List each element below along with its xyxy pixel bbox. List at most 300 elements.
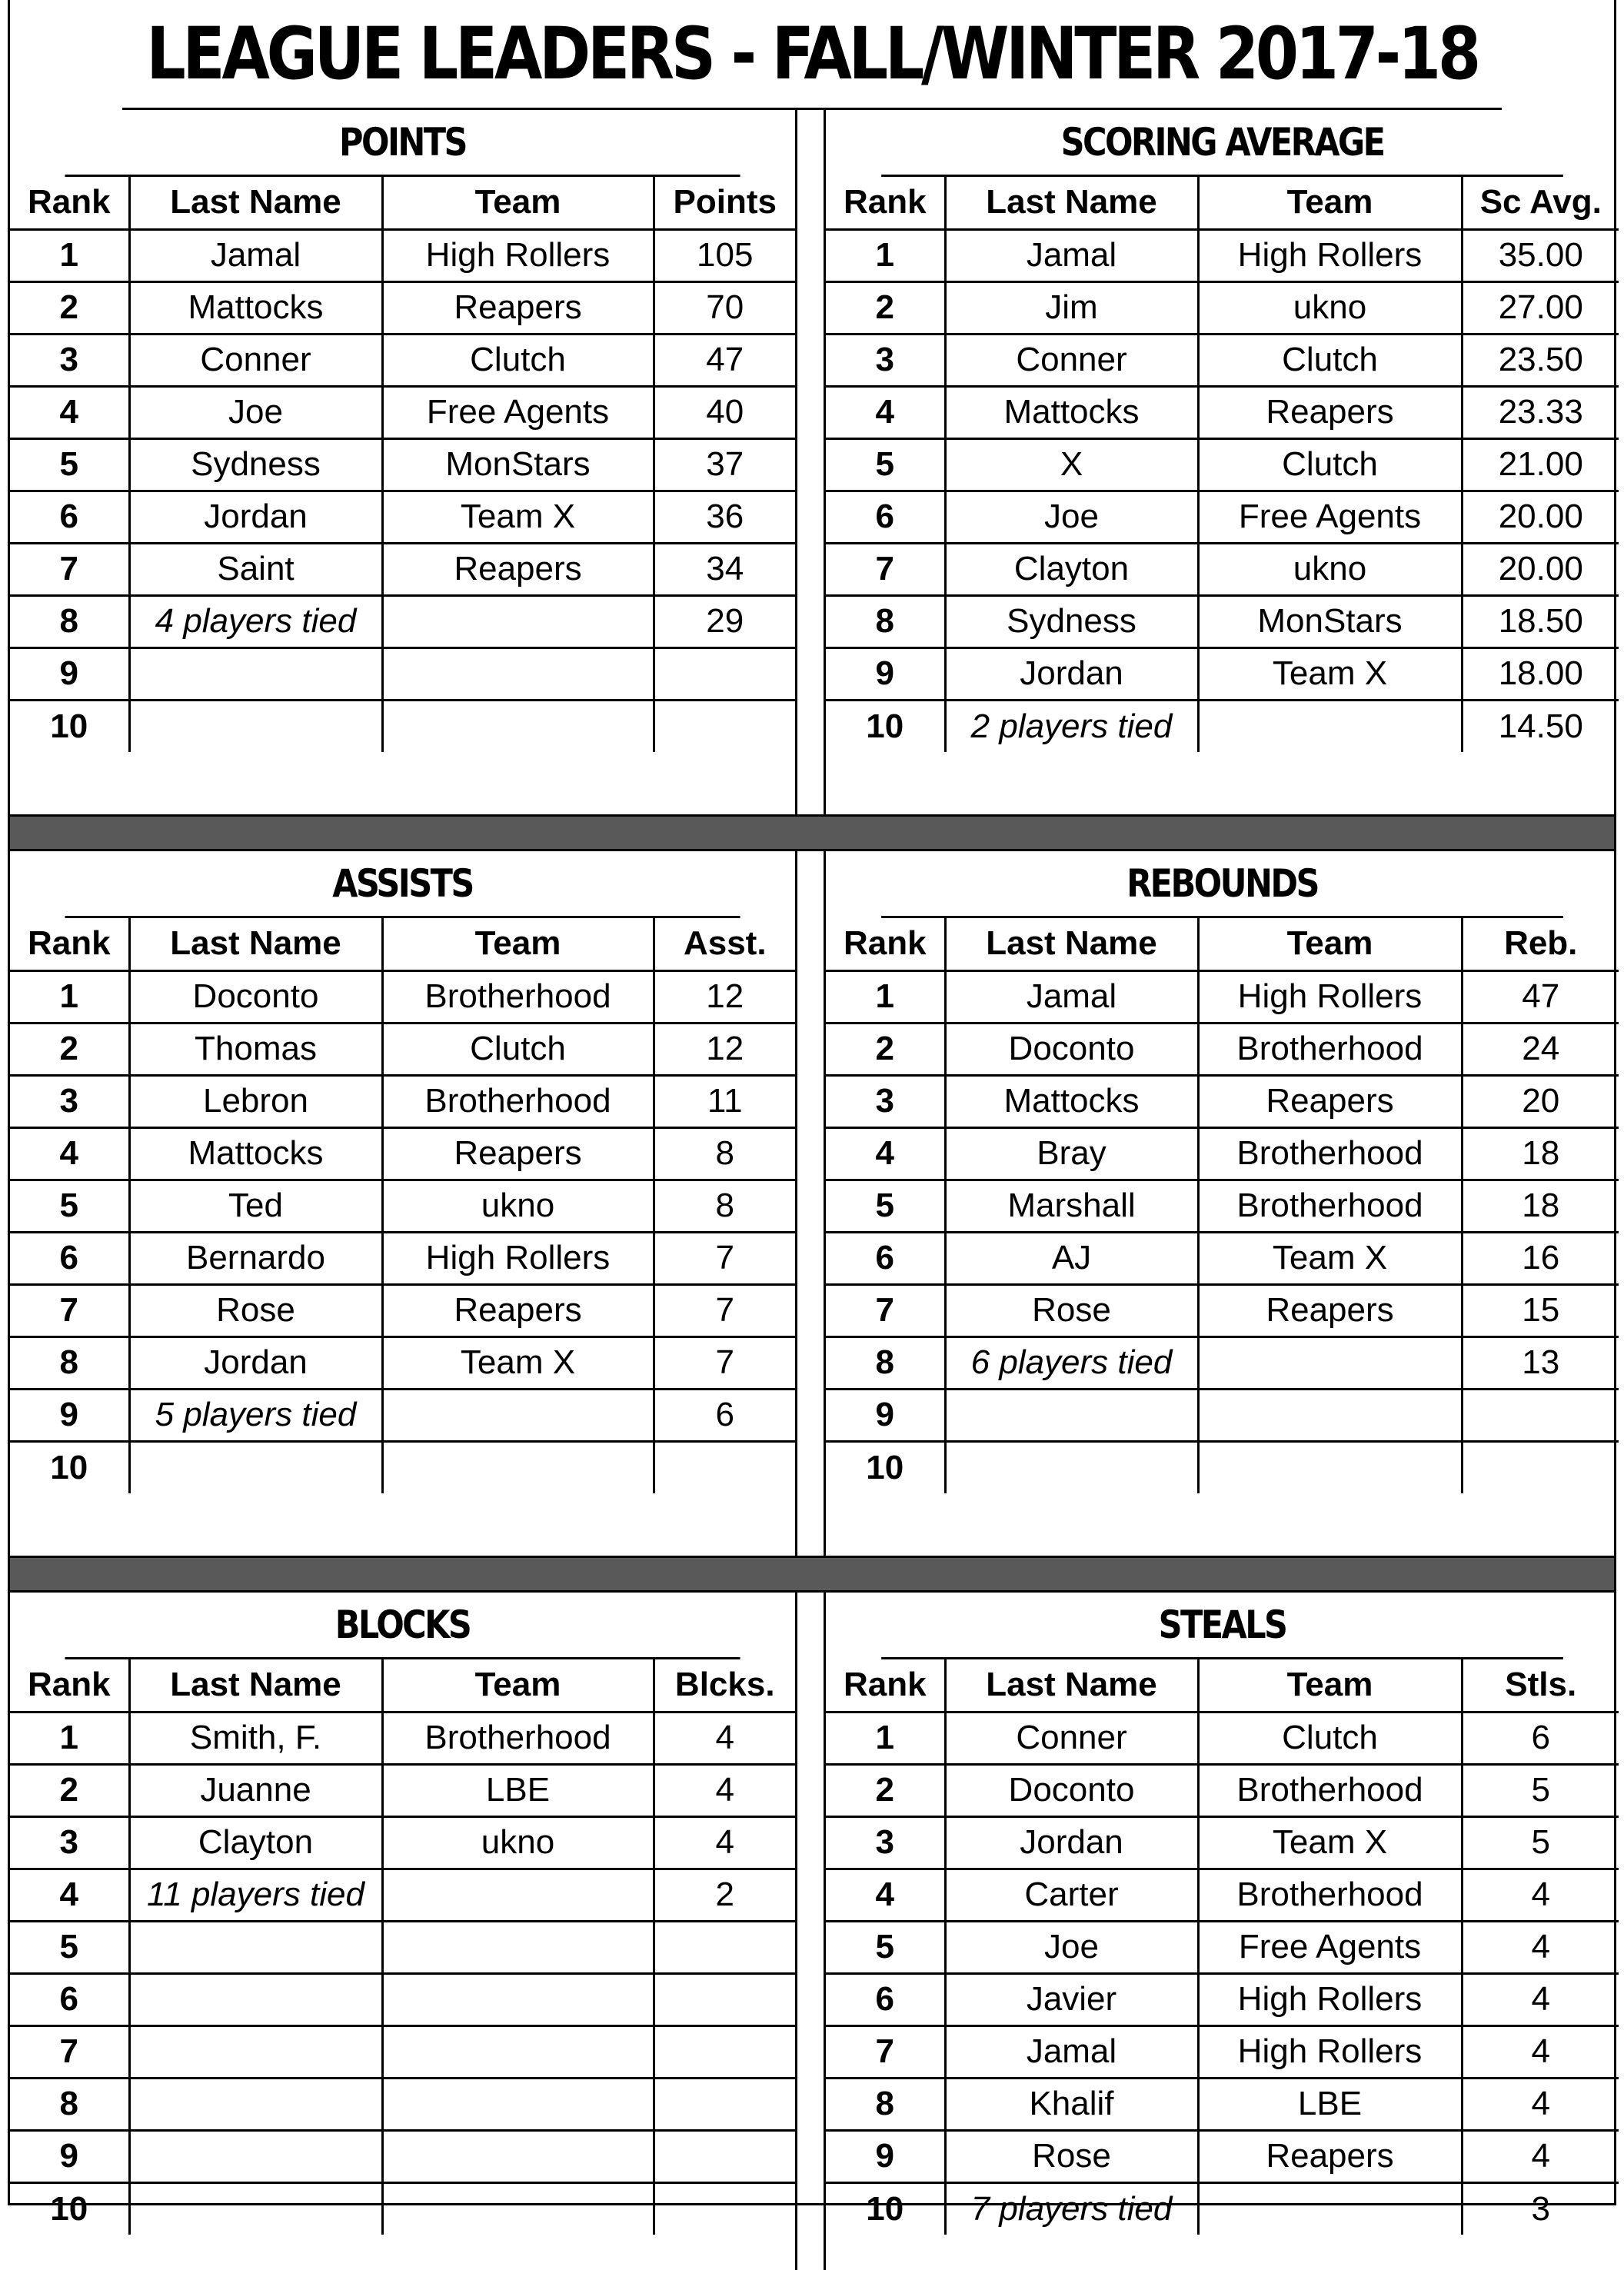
rebounds-table bbox=[826, 918, 1619, 1493]
team-header: Team bbox=[382, 1659, 654, 1712]
table-row bbox=[10, 1127, 795, 1180]
stat-value-cell: 8 bbox=[654, 1127, 795, 1180]
rank-cell: 5 bbox=[826, 438, 945, 491]
last-name-cell: Doconto bbox=[945, 1764, 1198, 1816]
stat-value-cell: 4 bbox=[654, 1816, 795, 1869]
table-row bbox=[10, 1816, 795, 1869]
stat-value-cell: 47 bbox=[654, 334, 795, 386]
last-name-cell: Doconto bbox=[945, 1023, 1198, 1075]
team-cell: Free Agents bbox=[382, 386, 654, 438]
rank-cell: 7 bbox=[826, 1284, 945, 1336]
team-cell: High Rollers bbox=[382, 229, 654, 281]
stat-header: Points bbox=[654, 177, 795, 229]
table-row bbox=[826, 700, 1619, 752]
rank-cell: 4 bbox=[10, 1869, 129, 1921]
table-row bbox=[10, 1869, 795, 1921]
stat-value-cell: 18.50 bbox=[1462, 595, 1619, 647]
rank-cell: 4 bbox=[10, 386, 129, 438]
page-title: LEAGUE LEADERS - FALL/WINTER 2017-18 bbox=[122, 0, 1502, 110]
last-name-cell: 6 players tied bbox=[945, 1336, 1198, 1389]
stat-value-cell: 18.00 bbox=[1462, 647, 1619, 700]
rank-cell: 10 bbox=[10, 700, 129, 752]
stat-value-cell bbox=[654, 2025, 795, 2078]
last-name-cell: 2 players tied bbox=[945, 700, 1198, 752]
steals-table bbox=[826, 1659, 1619, 2235]
points-title: POINTS bbox=[65, 110, 740, 177]
blocks-title: BLOCKS bbox=[65, 1593, 740, 1659]
rank-cell: 4 bbox=[10, 1127, 129, 1180]
team-cell: Reapers bbox=[1198, 2130, 1462, 2182]
last-name-cell: Thomas bbox=[129, 1023, 382, 1075]
stat-value-cell: 23.50 bbox=[1462, 334, 1619, 386]
team-cell bbox=[382, 700, 654, 752]
rank-cell: 9 bbox=[10, 1389, 129, 1441]
leaders-band bbox=[10, 851, 1614, 1556]
table-row bbox=[826, 595, 1619, 647]
last-name-cell: Jamal bbox=[945, 229, 1198, 281]
table-row bbox=[826, 1336, 1619, 1389]
table-row bbox=[10, 647, 795, 700]
last-name-cell: Mattocks bbox=[129, 1127, 382, 1180]
stat-header: Blcks. bbox=[654, 1659, 795, 1712]
stat-value-cell: 8 bbox=[654, 1180, 795, 1232]
header-row bbox=[10, 918, 795, 970]
rank-cell: 2 bbox=[826, 1023, 945, 1075]
team-cell: ukno bbox=[1198, 543, 1462, 595]
stat-value-cell: 5 bbox=[1462, 1764, 1619, 1816]
stat-value-cell bbox=[654, 2130, 795, 2182]
team-cell bbox=[1198, 1389, 1462, 1441]
stat-value-cell: 18 bbox=[1462, 1127, 1619, 1180]
team-cell: Team X bbox=[1198, 1232, 1462, 1284]
rank-cell: 8 bbox=[826, 595, 945, 647]
last-name-header: Last Name bbox=[945, 177, 1198, 229]
table-row bbox=[826, 1441, 1619, 1493]
last-name-cell: Jamal bbox=[945, 2025, 1198, 2078]
team-cell: Team X bbox=[1198, 647, 1462, 700]
table-row bbox=[826, 1180, 1619, 1232]
team-cell bbox=[1198, 2182, 1462, 2235]
table-row bbox=[826, 281, 1619, 334]
team-cell: Brotherhood bbox=[382, 1712, 654, 1764]
rank-cell: 2 bbox=[10, 281, 129, 334]
stat-value-cell bbox=[1462, 1389, 1619, 1441]
table-row bbox=[10, 229, 795, 281]
rank-cell: 6 bbox=[826, 491, 945, 543]
rank-header: Rank bbox=[10, 177, 129, 229]
table-row bbox=[826, 1127, 1619, 1180]
last-name-cell bbox=[129, 647, 382, 700]
last-name-header: Last Name bbox=[129, 177, 382, 229]
rank-cell: 4 bbox=[826, 1127, 945, 1180]
table-row bbox=[10, 491, 795, 543]
rank-cell: 7 bbox=[826, 2025, 945, 2078]
team-cell bbox=[382, 1441, 654, 1493]
last-name-cell: Sydness bbox=[945, 595, 1198, 647]
rank-cell: 3 bbox=[10, 1075, 129, 1127]
team-cell bbox=[1198, 1336, 1462, 1389]
stat-value-cell: 4 bbox=[654, 1764, 795, 1816]
rebounds-title: REBOUNDS bbox=[881, 851, 1563, 918]
blocks-table bbox=[10, 1659, 795, 2235]
table-row bbox=[10, 1180, 795, 1232]
last-name-header: Last Name bbox=[129, 918, 382, 970]
table-row bbox=[10, 281, 795, 334]
last-name-cell: Clayton bbox=[945, 543, 1198, 595]
stat-value-cell: 105 bbox=[654, 229, 795, 281]
team-cell: Free Agents bbox=[1198, 1921, 1462, 1973]
column-gap bbox=[795, 110, 826, 814]
stat-value-cell: 36 bbox=[654, 491, 795, 543]
table-row bbox=[10, 970, 795, 1023]
table-row bbox=[826, 2130, 1619, 2182]
assists-table bbox=[10, 918, 795, 1493]
table-row bbox=[826, 2025, 1619, 2078]
last-name-cell: Rose bbox=[945, 1284, 1198, 1336]
table-row bbox=[10, 595, 795, 647]
table-row bbox=[10, 1336, 795, 1389]
stat-value-cell: 35.00 bbox=[1462, 229, 1619, 281]
points-table bbox=[10, 177, 795, 752]
last-name-cell bbox=[129, 1973, 382, 2025]
rank-cell: 1 bbox=[10, 1712, 129, 1764]
last-name-cell: 7 players tied bbox=[945, 2182, 1198, 2235]
team-cell bbox=[382, 2078, 654, 2130]
stat-header: Sc Avg. bbox=[1462, 177, 1619, 229]
rank-cell: 6 bbox=[826, 1973, 945, 2025]
last-name-cell: Jordan bbox=[945, 647, 1198, 700]
last-name-cell bbox=[945, 1441, 1198, 1493]
stat-value-cell: 4 bbox=[1462, 1921, 1619, 1973]
table-row bbox=[826, 2182, 1619, 2235]
stat-value-cell: 13 bbox=[1462, 1336, 1619, 1389]
last-name-cell bbox=[129, 700, 382, 752]
team-cell: High Rollers bbox=[1198, 1973, 1462, 2025]
stat-value-cell: 20.00 bbox=[1462, 543, 1619, 595]
leaderboard-bands bbox=[10, 110, 1614, 2270]
team-cell: MonStars bbox=[382, 438, 654, 491]
rank-cell: 3 bbox=[826, 334, 945, 386]
stat-value-cell: 4 bbox=[1462, 2078, 1619, 2130]
last-name-cell: Sydness bbox=[129, 438, 382, 491]
team-cell: MonStars bbox=[1198, 595, 1462, 647]
last-name-cell: Lebron bbox=[129, 1075, 382, 1127]
team-cell: Team X bbox=[382, 1336, 654, 1389]
table-row bbox=[826, 970, 1619, 1023]
header-row bbox=[10, 177, 795, 229]
stat-value-cell: 7 bbox=[654, 1232, 795, 1284]
last-name-cell: Jordan bbox=[129, 491, 382, 543]
table-row bbox=[10, 700, 795, 752]
team-cell: Reapers bbox=[1198, 1075, 1462, 1127]
team-cell: Clutch bbox=[382, 1023, 654, 1075]
table-row bbox=[10, 1712, 795, 1764]
scoring-title: SCORING AVERAGE bbox=[881, 110, 1563, 177]
table-row bbox=[10, 1023, 795, 1075]
last-name-cell: Smith, F. bbox=[129, 1712, 382, 1764]
last-name-header: Last Name bbox=[945, 1659, 1198, 1712]
table-row bbox=[10, 543, 795, 595]
table-row bbox=[10, 1764, 795, 1816]
last-name-cell bbox=[129, 1441, 382, 1493]
stat-value-cell: 4 bbox=[1462, 2130, 1619, 2182]
team-cell bbox=[382, 595, 654, 647]
stat-value-cell: 37 bbox=[654, 438, 795, 491]
last-name-cell: Joe bbox=[129, 386, 382, 438]
table-row bbox=[826, 1023, 1619, 1075]
stat-value-cell: 4 bbox=[1462, 1869, 1619, 1921]
rank-cell: 2 bbox=[10, 1023, 129, 1075]
last-name-cell: AJ bbox=[945, 1232, 1198, 1284]
rank-cell: 4 bbox=[826, 1869, 945, 1921]
team-cell: Brotherhood bbox=[1198, 1764, 1462, 1816]
rank-cell: 2 bbox=[826, 1764, 945, 1816]
table-row bbox=[826, 386, 1619, 438]
team-header: Team bbox=[1198, 918, 1462, 970]
rank-cell: 9 bbox=[10, 647, 129, 700]
stat-value-cell bbox=[1462, 1441, 1619, 1493]
team-cell: Reapers bbox=[382, 543, 654, 595]
stat-value-cell: 12 bbox=[654, 970, 795, 1023]
last-name-cell: Conner bbox=[945, 334, 1198, 386]
header-row bbox=[826, 1659, 1619, 1712]
rank-cell: 5 bbox=[10, 1921, 129, 1973]
scoring-panel bbox=[826, 110, 1619, 814]
last-name-cell: Ted bbox=[129, 1180, 382, 1232]
team-cell: ukno bbox=[382, 1816, 654, 1869]
steals-title: STEALS bbox=[881, 1593, 1563, 1659]
rank-header: Rank bbox=[826, 918, 945, 970]
last-name-cell: Carter bbox=[945, 1869, 1198, 1921]
table-row bbox=[826, 1284, 1619, 1336]
table-row bbox=[826, 334, 1619, 386]
section-divider bbox=[10, 1556, 1614, 1593]
last-name-cell: 11 players tied bbox=[129, 1869, 382, 1921]
rank-cell: 10 bbox=[826, 2182, 945, 2235]
team-cell bbox=[1198, 700, 1462, 752]
table-row bbox=[10, 1389, 795, 1441]
team-cell: Reapers bbox=[1198, 1284, 1462, 1336]
stat-value-cell: 47 bbox=[1462, 970, 1619, 1023]
last-name-cell: Mattocks bbox=[945, 386, 1198, 438]
stat-value-cell: 4 bbox=[1462, 2025, 1619, 2078]
rank-header: Rank bbox=[826, 177, 945, 229]
table-row bbox=[10, 2078, 795, 2130]
last-name-cell: Saint bbox=[129, 543, 382, 595]
last-name-cell: Mattocks bbox=[129, 281, 382, 334]
table-row bbox=[826, 543, 1619, 595]
header-row bbox=[826, 177, 1619, 229]
team-cell: ukno bbox=[1198, 281, 1462, 334]
rebounds-panel bbox=[826, 851, 1619, 1556]
stat-value-cell: 6 bbox=[654, 1389, 795, 1441]
stat-value-cell bbox=[654, 2182, 795, 2235]
stat-value-cell: 18 bbox=[1462, 1180, 1619, 1232]
stat-value-cell: 27.00 bbox=[1462, 281, 1619, 334]
last-name-cell: Rose bbox=[945, 2130, 1198, 2182]
table-row bbox=[826, 491, 1619, 543]
table-row bbox=[826, 1973, 1619, 2025]
column-gap bbox=[795, 1593, 826, 2270]
rank-cell: 8 bbox=[10, 595, 129, 647]
team-cell bbox=[1198, 1441, 1462, 1493]
points-panel bbox=[10, 110, 795, 814]
blocks-panel bbox=[10, 1593, 795, 2270]
table-row bbox=[826, 438, 1619, 491]
last-name-cell: Bernardo bbox=[129, 1232, 382, 1284]
stat-value-cell: 7 bbox=[654, 1336, 795, 1389]
rank-cell: 10 bbox=[10, 2182, 129, 2235]
team-cell: LBE bbox=[382, 1764, 654, 1816]
last-name-cell: 4 players tied bbox=[129, 595, 382, 647]
last-name-cell: Rose bbox=[129, 1284, 382, 1336]
last-name-cell: Joe bbox=[945, 491, 1198, 543]
rank-cell: 10 bbox=[10, 1441, 129, 1493]
team-cell: High Rollers bbox=[1198, 970, 1462, 1023]
leaders-band bbox=[10, 110, 1614, 814]
last-name-cell: Mattocks bbox=[945, 1075, 1198, 1127]
rank-cell: 4 bbox=[826, 386, 945, 438]
rank-cell: 1 bbox=[826, 1712, 945, 1764]
table-row bbox=[10, 438, 795, 491]
table-row bbox=[10, 2025, 795, 2078]
stat-value-cell bbox=[654, 700, 795, 752]
last-name-cell: X bbox=[945, 438, 1198, 491]
stat-header: Asst. bbox=[654, 918, 795, 970]
rank-cell: 7 bbox=[10, 543, 129, 595]
table-row bbox=[826, 1816, 1619, 1869]
stat-value-cell: 34 bbox=[654, 543, 795, 595]
team-cell: Reapers bbox=[1198, 386, 1462, 438]
rank-cell: 1 bbox=[10, 229, 129, 281]
team-cell: Reapers bbox=[382, 1284, 654, 1336]
team-cell bbox=[382, 647, 654, 700]
team-cell: Brotherhood bbox=[382, 970, 654, 1023]
team-cell bbox=[382, 1921, 654, 1973]
team-cell: Brotherhood bbox=[1198, 1023, 1462, 1075]
team-cell bbox=[382, 2130, 654, 2182]
stat-value-cell: 20.00 bbox=[1462, 491, 1619, 543]
team-cell: Team X bbox=[1198, 1816, 1462, 1869]
team-cell: High Rollers bbox=[1198, 229, 1462, 281]
table-row bbox=[826, 1232, 1619, 1284]
stat-value-cell: 15 bbox=[1462, 1284, 1619, 1336]
rank-cell: 6 bbox=[10, 491, 129, 543]
stat-value-cell: 4 bbox=[654, 1712, 795, 1764]
last-name-cell bbox=[129, 2078, 382, 2130]
rank-cell: 1 bbox=[826, 970, 945, 1023]
table-row bbox=[826, 2078, 1619, 2130]
last-name-cell: Jordan bbox=[945, 1816, 1198, 1869]
rank-cell: 6 bbox=[826, 1232, 945, 1284]
last-name-cell: Javier bbox=[945, 1973, 1198, 2025]
table-row bbox=[826, 1389, 1619, 1441]
stat-value-cell: 70 bbox=[654, 281, 795, 334]
header-row bbox=[826, 918, 1619, 970]
rank-cell: 3 bbox=[826, 1816, 945, 1869]
table-row bbox=[10, 386, 795, 438]
rank-header: Rank bbox=[10, 918, 129, 970]
stat-value-cell: 29 bbox=[654, 595, 795, 647]
rank-cell: 5 bbox=[10, 1180, 129, 1232]
team-cell: High Rollers bbox=[382, 1232, 654, 1284]
table-row bbox=[826, 1712, 1619, 1764]
team-cell: Clutch bbox=[382, 334, 654, 386]
last-name-cell: Jamal bbox=[129, 229, 382, 281]
table-row bbox=[10, 1284, 795, 1336]
last-name-cell: Conner bbox=[129, 334, 382, 386]
stat-value-cell: 7 bbox=[654, 1284, 795, 1336]
last-name-cell bbox=[129, 2025, 382, 2078]
team-cell: Free Agents bbox=[1198, 491, 1462, 543]
steals-panel bbox=[826, 1593, 1619, 2270]
rank-cell: 8 bbox=[826, 2078, 945, 2130]
last-name-header: Last Name bbox=[945, 918, 1198, 970]
leaders-band bbox=[10, 1593, 1614, 2270]
rank-cell: 2 bbox=[10, 1764, 129, 1816]
stat-header: Reb. bbox=[1462, 918, 1619, 970]
stat-value-cell bbox=[654, 647, 795, 700]
rank-cell: 7 bbox=[826, 543, 945, 595]
stat-value-cell: 3 bbox=[1531, 2189, 1550, 2228]
last-name-cell bbox=[129, 2130, 382, 2182]
last-name-cell: Juanne bbox=[129, 1764, 382, 1816]
last-name-cell: Jordan bbox=[129, 1336, 382, 1389]
rank-cell: 8 bbox=[10, 2078, 129, 2130]
last-name-cell: Marshall bbox=[945, 1180, 1198, 1232]
section-divider bbox=[10, 814, 1614, 851]
stat-value-cell bbox=[654, 2078, 795, 2130]
stat-value-cell: 20 bbox=[1462, 1075, 1619, 1127]
team-header: Team bbox=[1198, 177, 1462, 229]
table-row bbox=[10, 2130, 795, 2182]
rank-cell: 2 bbox=[826, 281, 945, 334]
table-row bbox=[826, 647, 1619, 700]
rank-cell: 9 bbox=[826, 1389, 945, 1441]
stat-value-cell: 6 bbox=[1462, 1712, 1619, 1764]
stat-value-cell bbox=[654, 1921, 795, 1973]
last-name-cell: Joe bbox=[945, 1921, 1198, 1973]
stat-value-cell: 23.33 bbox=[1462, 386, 1619, 438]
last-name-header: Last Name bbox=[129, 1659, 382, 1712]
team-cell: LBE bbox=[1198, 2078, 1462, 2130]
rank-cell: 10 bbox=[826, 1441, 945, 1493]
team-cell: Reapers bbox=[382, 1127, 654, 1180]
rank-cell: 9 bbox=[10, 2130, 129, 2182]
rank-cell: 6 bbox=[10, 1973, 129, 2025]
stat-value-cell: 14.50 bbox=[1498, 707, 1583, 745]
team-cell bbox=[382, 2182, 654, 2235]
column-gap bbox=[795, 851, 826, 1556]
last-name-cell: Doconto bbox=[129, 970, 382, 1023]
rank-header: Rank bbox=[10, 1659, 129, 1712]
rank-cell: 6 bbox=[10, 1232, 129, 1284]
last-name-cell bbox=[129, 1921, 382, 1973]
stat-value-cell: 12 bbox=[654, 1023, 795, 1075]
stat-header: Stls. bbox=[1462, 1659, 1619, 1712]
team-cell bbox=[382, 1389, 654, 1441]
team-header: Team bbox=[1198, 1659, 1462, 1712]
rank-cell: 3 bbox=[826, 1075, 945, 1127]
table-row bbox=[10, 1232, 795, 1284]
rank-cell: 3 bbox=[10, 334, 129, 386]
rank-cell: 1 bbox=[10, 970, 129, 1023]
rank-cell: 7 bbox=[10, 2025, 129, 2078]
team-cell: Brotherhood bbox=[1198, 1127, 1462, 1180]
table-row bbox=[826, 1869, 1619, 1921]
table-row bbox=[10, 1973, 795, 2025]
table-row bbox=[826, 1075, 1619, 1127]
